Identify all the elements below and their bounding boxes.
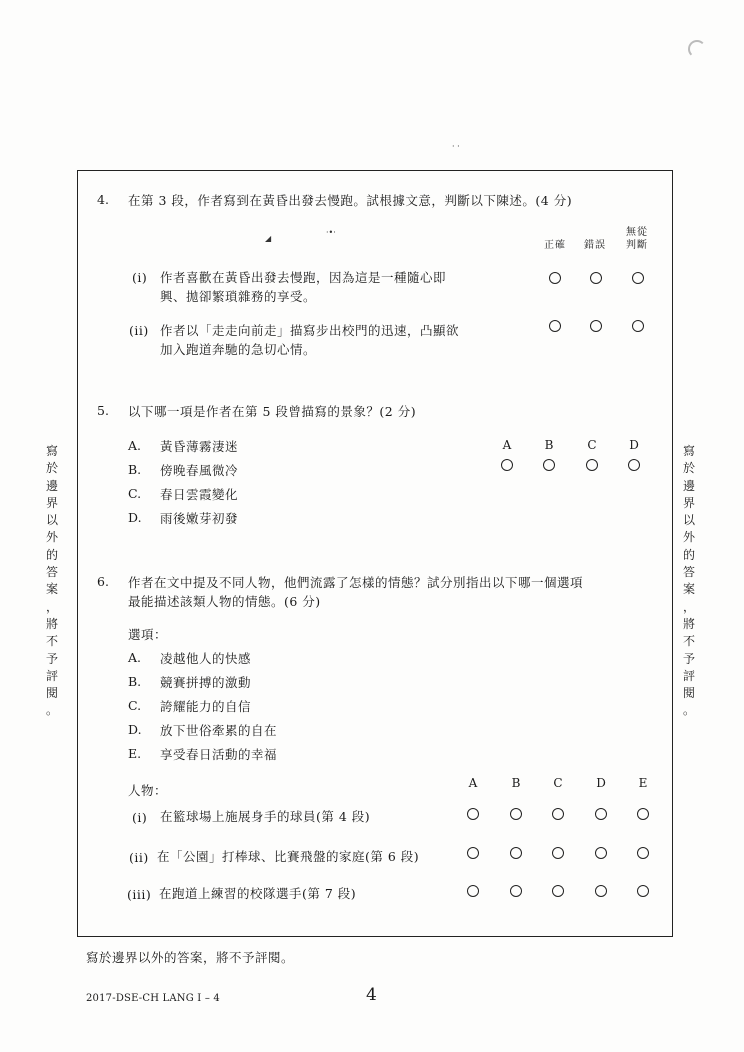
margin-note-char: 寫 <box>682 444 695 458</box>
margin-note-char: ， <box>45 599 58 614</box>
margin-note-char: ， <box>682 599 695 614</box>
margin-note-char: 的 <box>45 547 58 562</box>
q6-options-heading: 選項： <box>128 627 168 642</box>
q6-option-letter: D. <box>128 722 142 737</box>
q5-option-text: 春日雲霞變化 <box>160 487 239 502</box>
q6-option-letter: B. <box>128 674 142 689</box>
margin-note-char: 予 <box>45 651 58 666</box>
q4-header-false: 錯誤 <box>584 240 606 251</box>
margin-note-char: 邊 <box>682 478 695 493</box>
q6-option-text: 放下世俗牽累的自在 <box>160 723 278 738</box>
q5-option-letter: A. <box>128 438 142 453</box>
q6-option-text: 誇耀能力的自信 <box>160 699 252 714</box>
q6-ii-bubble-e[interactable] <box>637 847 649 859</box>
q5-answer-label: D <box>629 438 639 452</box>
footer-paper-code: 2017-DSE-CH LANG I – 4 <box>86 993 220 1004</box>
q6-option-letter: E. <box>128 746 142 761</box>
q4-prompt: 在第 3 段，作者寫到在黃昏出發去慢跑。試根據文意，判斷以下陳述。(4 分) <box>128 193 573 208</box>
scan-speck: · · <box>452 142 460 151</box>
q6-answer-label: E <box>638 776 648 790</box>
margin-note-char: 邊 <box>45 478 58 493</box>
q6-ii-bubble-b[interactable] <box>510 847 522 859</box>
margin-note-char: 將 <box>45 616 58 631</box>
q4-header-cannot: 無從 <box>626 227 648 238</box>
margin-note-char: 。 <box>682 703 695 718</box>
q6-i-bubble-a[interactable] <box>467 808 479 820</box>
q6-iii-bubble-b[interactable] <box>510 885 522 897</box>
q5-bubble-d[interactable] <box>628 459 640 471</box>
q4-item-label: (i) <box>132 270 148 285</box>
q5-bubble-a[interactable] <box>501 459 513 471</box>
q4-item-text: 加入跑道奔馳的急切心情。 <box>160 342 317 357</box>
margin-note-char: 於 <box>682 461 695 476</box>
q6-option-text: 凌越他人的快感 <box>160 651 252 666</box>
q6-answer-label: A <box>468 776 478 790</box>
q6-iii-bubble-e[interactable] <box>637 885 649 897</box>
q6-character-label: (iii) <box>127 887 152 902</box>
margin-note-char: 案 <box>45 582 58 597</box>
page-number: 4 <box>366 985 377 1005</box>
q4-i-false-bubble[interactable] <box>590 272 602 284</box>
q4-item-label: (ii) <box>129 323 149 338</box>
scan-speck: ◢ <box>265 234 272 243</box>
margin-note-char: 閱 <box>682 686 695 701</box>
q5-bubble-c[interactable] <box>586 459 598 471</box>
right-margin-note <box>681 443 697 720</box>
q6-character-text: 在跑道上練習的校隊選手(第 7 段) <box>159 886 357 901</box>
margin-note-char: 的 <box>682 547 695 562</box>
bottom-margin-note: 寫於邊界以外的答案，將不予評閱。 <box>86 950 295 965</box>
q4-number: 4. <box>97 192 109 207</box>
margin-note-char: 外 <box>682 530 695 545</box>
q5-number: 5. <box>97 403 109 418</box>
q6-answer-label: D <box>596 776 606 790</box>
q4-ii-false-bubble[interactable] <box>590 320 602 332</box>
q6-option-text: 享受春日活動的幸福 <box>160 747 278 762</box>
margin-note-char: 答 <box>682 565 695 580</box>
q6-answer-label: B <box>511 776 521 790</box>
margin-note-char: 於 <box>45 461 58 476</box>
q6-answer-label: C <box>553 776 563 790</box>
q6-iii-bubble-c[interactable] <box>552 885 564 897</box>
q5-answer-label: C <box>587 438 597 452</box>
q6-ii-bubble-a[interactable] <box>467 847 479 859</box>
q4-ii-true-bubble[interactable] <box>549 320 561 332</box>
q6-character-text: 在籃球場上施展身手的球員(第 4 段) <box>160 809 371 824</box>
q5-answer-label: B <box>544 438 554 452</box>
margin-note-char: 評 <box>682 668 695 683</box>
q6-character-label: (ii) <box>129 850 149 865</box>
margin-note-char: 不 <box>45 634 58 649</box>
q6-character-label: (i) <box>132 810 148 825</box>
margin-note-char: 答 <box>45 565 58 580</box>
q6-prompt: 作者在文中提及不同人物，他們流露了怎樣的情態？試分別指出以下哪一個選項 <box>128 575 584 590</box>
q6-iii-bubble-d[interactable] <box>595 885 607 897</box>
q6-prompt: 最能描述該類人物的情態。(6 分) <box>128 594 321 609</box>
margin-note-char: 將 <box>682 616 695 631</box>
q5-answer-label: A <box>502 438 512 452</box>
q4-i-true-bubble[interactable] <box>549 272 561 284</box>
q6-option-letter: C. <box>128 698 142 713</box>
margin-note-char: 以 <box>45 513 58 528</box>
margin-note-char: 界 <box>45 495 58 510</box>
punch-hole-mark <box>688 40 706 58</box>
margin-note-char: 案 <box>682 582 695 597</box>
left-margin-note <box>44 443 60 720</box>
margin-note-char: 界 <box>682 495 695 510</box>
q4-ii-cannot-bubble[interactable] <box>632 320 644 332</box>
margin-note-char: 不 <box>682 634 695 649</box>
q4-item-text: 作者以「走走向前走」描寫步出校門的迅速，凸顯欲 <box>160 323 460 338</box>
margin-note-char: 閱 <box>45 686 58 701</box>
q4-header-determine: 判斷 <box>626 240 648 251</box>
q4-item-text: 作者喜歡在黃昏出發去慢跑，因為這是一種隨心即 <box>160 270 447 285</box>
q6-character-text: 在「公園」打棒球、比賽飛盤的家庭(第 6 段) <box>157 849 420 864</box>
q6-option-letter: A. <box>128 650 142 665</box>
margin-note-char: 寫 <box>45 444 58 458</box>
q4-header-true: 正確 <box>544 240 566 251</box>
q6-characters-heading: 人物： <box>128 783 168 798</box>
q6-i-bubble-b[interactable] <box>510 808 522 820</box>
q4-item-text: 興、拋卻繁瑣雜務的享受。 <box>160 289 317 304</box>
q5-option-letter: C. <box>128 486 142 501</box>
margin-note-char: 評 <box>45 668 58 683</box>
scan-speck: ·•· <box>326 228 336 237</box>
q5-option-text: 黃昏薄霧淒迷 <box>160 439 239 454</box>
q6-iii-bubble-a[interactable] <box>467 885 479 897</box>
q5-option-letter: B. <box>128 462 142 477</box>
q6-option-text: 競賽拼搏的激動 <box>160 675 252 690</box>
q6-number: 6. <box>97 574 109 589</box>
q5-option-letter: D. <box>128 510 142 525</box>
margin-note-char: 予 <box>682 651 695 666</box>
q5-bubble-b[interactable] <box>543 459 555 471</box>
q5-option-text: 雨後嫩芽初發 <box>160 511 239 526</box>
margin-note-char: 。 <box>45 703 58 718</box>
q6-ii-bubble-c[interactable] <box>552 847 564 859</box>
margin-note-char: 外 <box>45 530 58 545</box>
margin-note-char: 以 <box>682 513 695 528</box>
q4-i-cannot-bubble[interactable] <box>632 272 644 284</box>
q5-prompt: 以下哪一項是作者在第 5 段曾描寫的景象？(2 分) <box>128 404 417 419</box>
q6-ii-bubble-d[interactable] <box>595 847 607 859</box>
q6-i-bubble-d[interactable] <box>595 808 607 820</box>
q5-option-text: 傍晚春風微冷 <box>160 463 239 478</box>
q6-i-bubble-c[interactable] <box>552 808 564 820</box>
q6-i-bubble-e[interactable] <box>637 808 649 820</box>
